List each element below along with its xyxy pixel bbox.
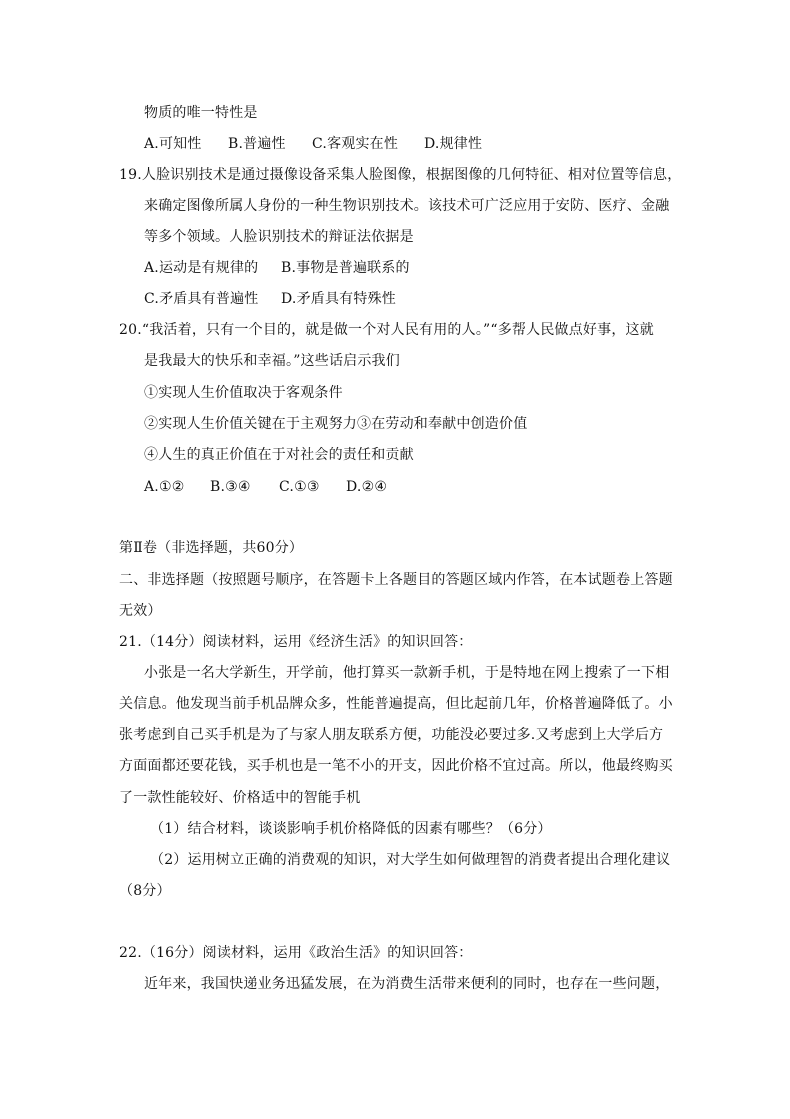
q20-option-d: D.②④	[346, 479, 388, 495]
q20-option-c: C.①③	[279, 479, 320, 495]
q21-material-line: 方面面都还要花钱，买手机也是一笔不小的开支，因此价格不宜过高。所以，他最终购买	[119, 758, 673, 774]
q19-option-d: D.矛盾具有特殊性	[281, 291, 396, 307]
q20-item: ①实现人生价值取决于客观条件	[144, 385, 343, 401]
q21-sub-question-2-tail: （8分）	[119, 883, 171, 899]
q20-option-b: B.③④	[210, 479, 251, 495]
q19-option-c: C.矛盾具有普遍性	[144, 291, 259, 307]
part2-instruction-line: 无效）	[119, 603, 162, 619]
q19-stem-line: 等多个领域。人脸识别技术的辩证法依据是	[144, 229, 414, 245]
q19-options-row-1	[144, 258, 410, 278]
q19-option-a: A.运动是有规律的	[144, 260, 259, 276]
q18-option-a: A.可知性	[144, 136, 202, 152]
q20-option-a: A.①②	[144, 479, 185, 495]
q21-sub-question-2: （2）运用树立正确的消费观的知识，对大学生如何做理智的消费者提出合理化建议	[150, 852, 671, 868]
q22-material-line: 近年来，我国快递业务迅猛发展，在为消费生活带来便利的同时，也存在一些问题，	[144, 976, 670, 992]
q21-material-line: 关信息。他发现当前手机品牌众多，性能普遍提高，但比起前几年，价格普遍降低了。小	[119, 696, 673, 712]
q18-option-d: D.规律性	[424, 136, 483, 152]
q18-option-c: C.客观实在性	[312, 136, 399, 152]
q20-stem-line: 20.“我活着，只有一个目的，就是做一个对人民有用的人。”“多帮人民做点好事，这就	[119, 322, 654, 338]
q20-options	[144, 477, 387, 497]
q22-header: 22.（16分）阅读材料，运用《政治生活》的知识回答：	[119, 945, 473, 961]
q20-item: ④人生的真正价值在于对社会的责任和贡献	[144, 447, 414, 463]
q21-material-line: 张考虑到自己买手机是为了与家人朋友联系方便，功能没必要过多.又考虑到上大学后方	[119, 727, 664, 743]
q19-stem-line: 来确定图像所属人身份的一种生物识别技术。该技术可广泛应用于安防、医疗、金融	[144, 198, 670, 214]
q21-material-line: 小张是一名大学新生，开学前，他打算买一款新手机，于是特地在网上搜索了一下相	[144, 665, 670, 681]
part2-title: 第Ⅱ卷（非选择题，共60分）	[119, 540, 304, 556]
q19-stem-line: 19.人脸识别技术是通过摄像设备采集人脸图像，根据图像的几何特征、相对位置等信息，	[119, 167, 682, 183]
q18-options	[144, 134, 482, 154]
q19-options-row-2	[144, 289, 396, 309]
q20-item: ②实现人生价值关键在于主观努力③在劳动和奉献中创造价值	[144, 416, 528, 432]
q21-material-line: 了一款性能较好、价格适中的智能手机	[119, 790, 361, 806]
q18-option-b: B.普遍性	[228, 136, 286, 152]
q19-option-b: B.事物是普遍联系的	[281, 260, 410, 276]
q18-stem-tail: 物质的唯一特性是	[144, 105, 258, 121]
q21-sub-question-1: （1）结合材料，谈谈影响手机价格降低的因素有哪些？（6分）	[150, 821, 552, 837]
q20-stem-line: 是我最大的快乐和幸福。”这些话启示我们	[144, 353, 400, 369]
q21-header: 21.（14分）阅读材料，运用《经济生活》的知识回答：	[119, 634, 473, 650]
part2-instruction-line: 二、非选择题（按照题号顺序，在答题卡上各题目的答题区域内作答，在本试题卷上答题	[119, 572, 673, 588]
